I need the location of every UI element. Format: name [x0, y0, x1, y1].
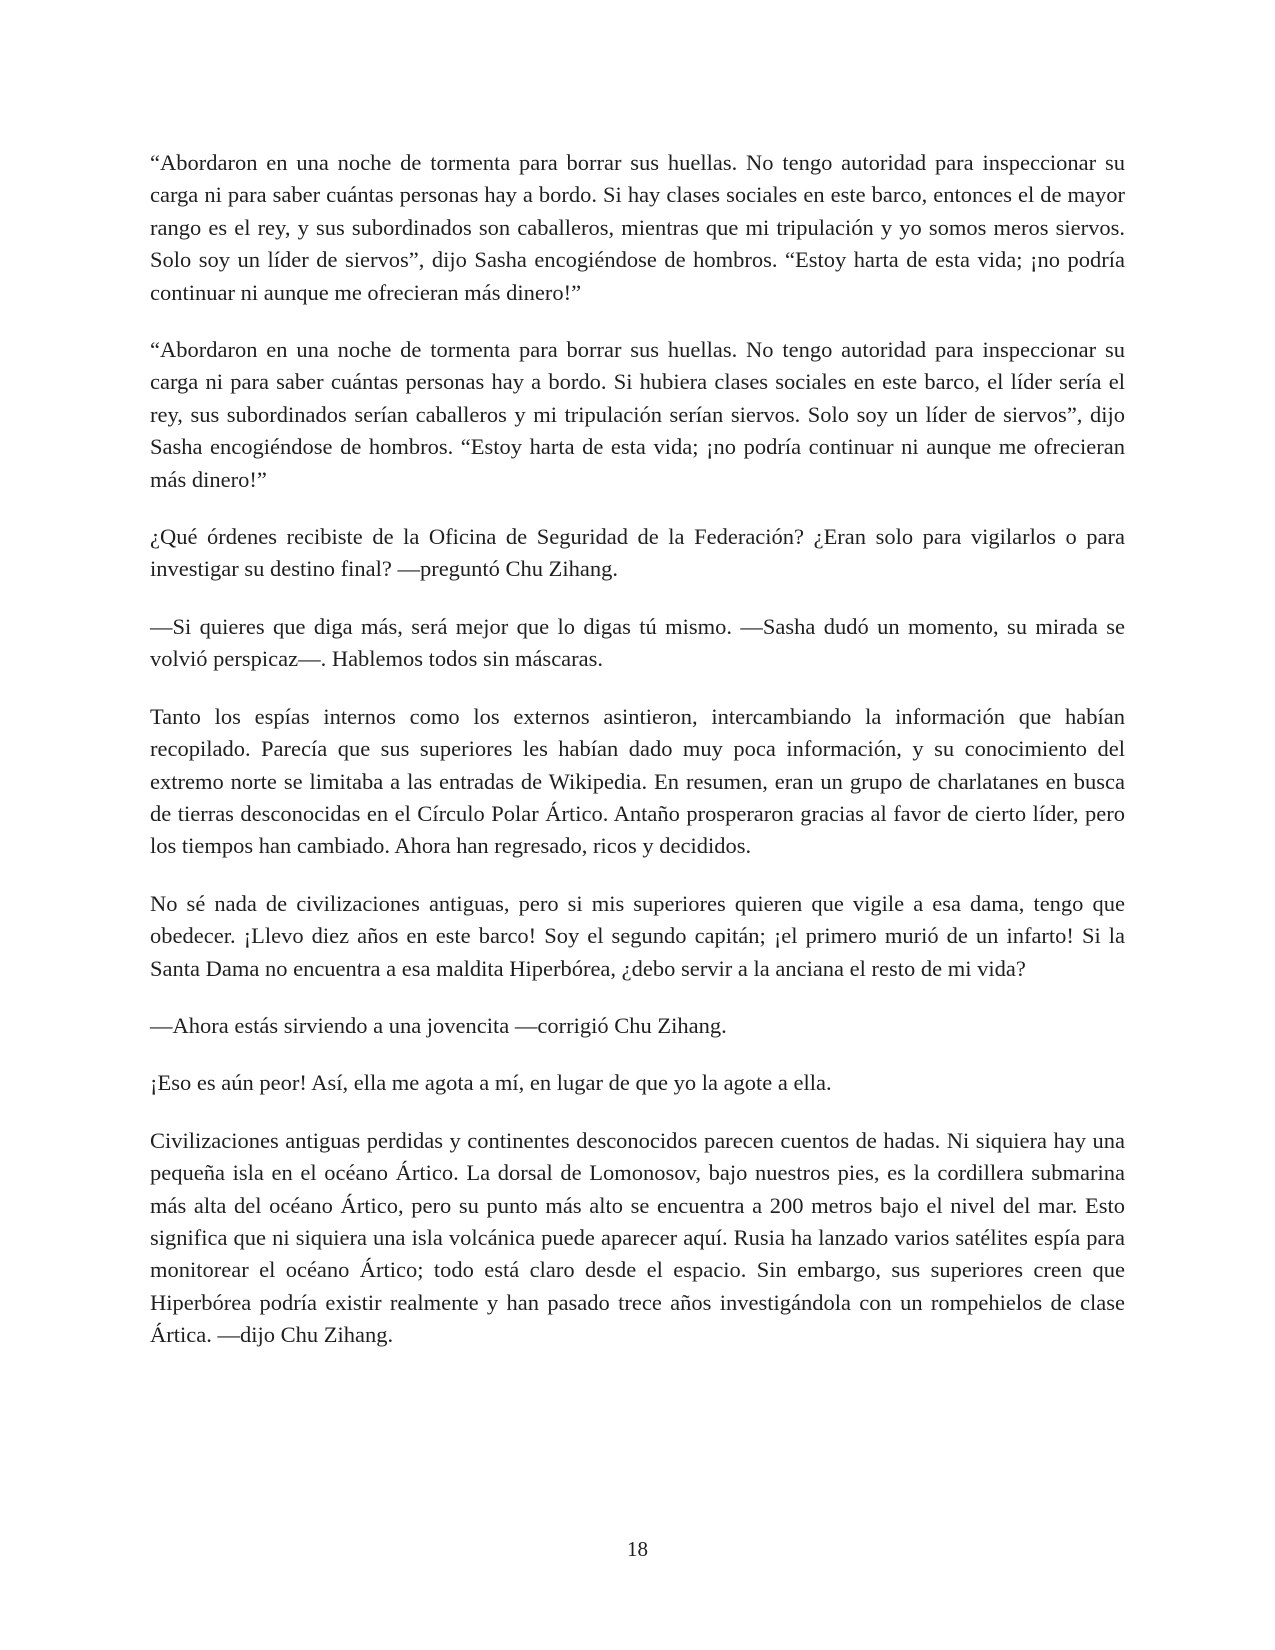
paragraph-9: Civilizaciones antiguas perdidas y continentes desconocidos parecen cuentos de hadas. Ni siquiera hay una pequeña isla en el océano Ártico. La dorsal de Lomonosov, bajo nuestros pies, es la cordillera submarina más alta del océano Ártico, pero su punto más alto se encuentra a 200 metros bajo el nivel del mar. Esto significa que ni siquiera una isla volcánica puede aparecer aquí. Rusia ha lanzado varios satélites espía para monitorear el océano Ártico; todo está claro desde el espacio. Sin embargo, sus superiores creen que Hiperbórea podría existir realmente y han pasado trece años investigándola con un rompehielos de clase Ártica. —dijo Chu Zihang.: [150, 1127, 1125, 1348]
paragraph-8: ¡Eso es aún peor! Así, ella me agota a mí, en lugar de que yo la agote a ella.: [150, 1070, 832, 1096]
body-text: [150, 147, 1125, 1377]
paragraph-6: No sé nada de civilizaciones antiguas, pero si mis superiores quieren que vigile a esa dama, tengo que obedecer. ¡Llevo diez años en este barco! Soy el segundo capitán; ¡el primero murió de un infarto! Si la Santa Dama no encuentra a esa maldita Hiperbórea, ¿debo servir a la anciana el resto de mi vida?: [150, 890, 1125, 981]
paragraph-4: —Si quieres que diga más, será mejor que lo digas tú mismo. —Sasha dudó un momento, su mirada se volvió perspicaz—. Hablemos todos sin máscaras.: [150, 613, 1125, 672]
paragraph-5: Tanto los espías internos como los externos asintieron, intercambiando la información que habían recopilado. Parecía que sus superiores les habían dado muy poca información, y su conocimiento del extremo norte se limitaba a las entradas de Wikipedia. En resumen, eran un grupo de charlatanes en busca de tierras desconocidas en el Círculo Polar Ártico. Antaño prosperaron gracias al favor de cierto líder, pero los tiempos han cambiado. Ahora han regresado, ricos y decididos.: [150, 703, 1125, 859]
paragraph-3: ¿Qué órdenes recibiste de la Oficina de Seguridad de la Federación? ¿Eran solo para vigilarlos o para investigar su destino final? —preguntó Chu Zihang.: [150, 524, 1125, 582]
paragraph-2: “Abordaron en una noche de tormenta para borrar sus huellas. No tengo autoridad para inspeccionar su carga ni para saber cuántas personas hay a bordo. Si hubiera clases sociales en este barco, el líder sería el rey, sus subordinados serían caballeros y mi tripulación serían siervos. Solo soy un líder de siervos”, dijo Sasha encogiéndose de hombros. “Estoy harta de esta vida; ¡no podría continuar ni aunque me ofrecieran más dinero!”: [150, 337, 1125, 492]
paragraph-7: —Ahora estás sirviendo a una jovencita —corrigió Chu Zihang.: [150, 1012, 727, 1038]
paragraph-1: “Abordaron en una noche de tormenta para borrar sus huellas. No tengo autoridad para inspeccionar su carga ni para saber cuántas personas hay a bordo. Si hay clases sociales en este barco, entonces el de mayor rango es el rey, y sus subordinados son caballeros, mientras que mi tripulación y yo somos meros siervos. Solo soy un líder de siervos”, dijo Sasha encogiéndose de hombros. “Estoy harta de esta vida; ¡no podría continuar ni aunque me ofrecieran más dinero!”: [150, 150, 1125, 305]
page-number: 18: [627, 1537, 648, 1561]
